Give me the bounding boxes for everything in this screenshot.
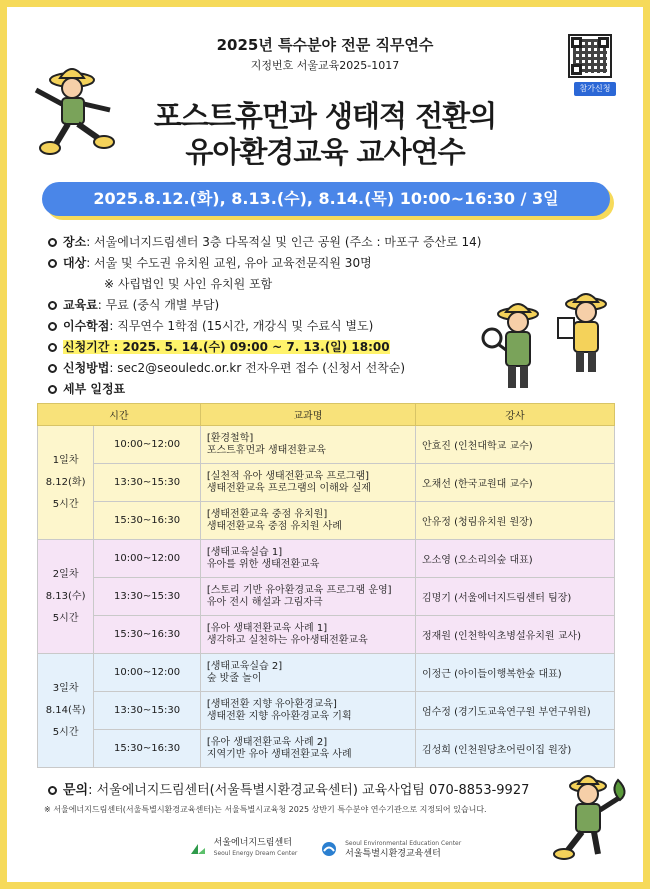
place-value: : 서울에너지드림센터 3층 다목적실 및 인근 공원 (주소 : 마포구 증산로 14) <box>86 235 482 249</box>
info-period <box>48 337 468 358</box>
time-cell: 15:30~16:30 <box>94 502 201 540</box>
subject-title: 생태전환 지향 유아환경교육 기획 <box>206 710 352 722</box>
logo1-en: Seoul Energy Dream Center <box>213 850 298 857</box>
info-schedule <box>48 379 468 400</box>
info-credit <box>48 316 468 337</box>
subject-category: [생태교육실습 1] <box>206 546 283 558</box>
bullet-icon <box>48 322 57 331</box>
teacher-cell: 정재원 (인천학익초병설유치원 교사) <box>415 616 614 654</box>
bullet-icon <box>48 301 57 310</box>
subject-category: [유아 생태전환교육 사례 2] <box>206 736 328 748</box>
logo2-text <box>345 838 461 859</box>
teacher-cell: 엄수정 (경기도교육연구원 부연구위원) <box>415 692 614 730</box>
day-date: 8.14(목) <box>45 704 86 716</box>
subject-title: 생태전환교육 중점 유치원 사례 <box>206 520 342 532</box>
time-cell: 15:30~16:30 <box>94 616 201 654</box>
subject-cell <box>200 654 415 692</box>
time-cell: 13:30~15:30 <box>94 578 201 616</box>
table-row <box>38 616 615 654</box>
subject-cell <box>200 502 415 540</box>
qr-code[interactable] <box>568 34 612 78</box>
day-hours: 5시간 <box>52 498 79 510</box>
subject-cell <box>200 616 415 654</box>
table-row <box>38 654 615 692</box>
energy-dream-logo-icon <box>189 840 207 858</box>
logo2-ko: 서울특별시환경교육센터 <box>345 849 441 859</box>
target-value: : 서울 및 수도권 유치원 교원, 유아 교육전문직원 30명 <box>86 256 372 270</box>
logo-bar <box>0 838 650 859</box>
day-hours: 5시간 <box>52 612 79 624</box>
subject-title: 포스트휴먼과 생태전환교육 <box>206 444 326 456</box>
table-row <box>38 426 615 464</box>
table-row <box>38 692 615 730</box>
table-header-row <box>38 404 615 426</box>
environment-center-logo-icon <box>320 840 338 858</box>
teacher-cell: 김명기 (서울에너지드림센터 팀장) <box>415 578 614 616</box>
bullet-icon <box>48 238 57 247</box>
teacher-cell: 오채선 (한국교원대 교수) <box>415 464 614 502</box>
time-cell: 10:00~12:00 <box>94 540 201 578</box>
day-label: 1일차 <box>52 454 79 466</box>
subject-cell <box>200 464 415 502</box>
header-teacher: 강사 <box>415 404 614 426</box>
table-row <box>38 730 615 768</box>
bullet-icon <box>48 343 57 352</box>
logo1-text <box>214 838 298 859</box>
subject-cell <box>200 540 415 578</box>
fee-value: : 무료 (중식 개별 부담) <box>97 298 220 312</box>
inquiry-value[interactable]: : 서울에너지드림센터(서울특별시환경교육센터) 교육사업팀 070-8853-9927 <box>88 783 530 798</box>
method-value: : sec2@seouledc.or.kr 전자우편 접수 (신청서 선착순) <box>109 361 406 375</box>
time-cell: 10:00~12:00 <box>94 654 201 692</box>
page-title <box>0 98 650 170</box>
teacher-cell: 김성희 (인천원당초어린이집 원장) <box>415 730 614 768</box>
teacher-cell: 오소영 (오소리의숲 대표) <box>415 540 614 578</box>
day-label: 3일차 <box>52 682 79 694</box>
title-line-2: 유아환경교육 교사연수 <box>185 135 465 169</box>
bullet-icon <box>48 385 57 394</box>
table-row <box>38 540 615 578</box>
teacher-cell: 안효진 (인천대학교 교수) <box>415 426 614 464</box>
apply-button[interactable]: 참가신청 <box>574 82 616 96</box>
course-subtitle: 2025년 특수분야 전문 직무연수 <box>216 36 434 54</box>
subject-title: 유아를 위한 생태전환교육 <box>206 558 320 570</box>
table-row <box>38 502 615 540</box>
method-label: 신청방법 <box>63 361 110 375</box>
time-cell: 15:30~16:30 <box>94 730 201 768</box>
place-label: 장소 <box>63 235 87 249</box>
bullet-icon <box>48 786 57 795</box>
subject-title: 지역기반 유아 생태전환교육 사례 <box>206 748 352 760</box>
schedule-label: 세부 일정표 <box>63 382 126 396</box>
header-time: 시간 <box>38 404 201 426</box>
bullet-icon <box>48 364 57 373</box>
subject-cell <box>200 730 415 768</box>
info-list <box>48 232 482 400</box>
teacher-cell: 이정근 (아이들이행복한숲 대표) <box>415 654 614 692</box>
subject-category: [생태전환 지향 유아환경교육] <box>206 698 337 710</box>
logo-environmental-education-center <box>320 838 461 859</box>
footnote: ※ 서울에너지드림센터(서울특별시환경교육센터)는 서울특별시교육청 2025 상반기 특수분야 연수기관으로 지정되어 있습니다. <box>44 805 487 814</box>
day-cell <box>38 426 94 540</box>
day-date: 8.13(수) <box>45 590 86 602</box>
table-row <box>38 578 615 616</box>
subject-category: [스토리 기반 유아환경교육 프로그램 운영] <box>206 584 392 596</box>
subject-cell <box>200 692 415 730</box>
fee-label: 교육료 <box>63 298 98 312</box>
children-with-magnifier-illustration <box>474 286 622 398</box>
time-cell: 13:30~15:30 <box>94 464 201 502</box>
logo-energy-dream-center <box>189 838 298 859</box>
teacher-cell: 안유정 (청림유치원 원장) <box>415 502 614 540</box>
subject-title: 생태전환교육 프로그램의 이해와 실제 <box>206 482 371 494</box>
target-note: ※ 사립법인 및 사인 유치원 포함 <box>104 277 273 291</box>
subject-category: [유아 생태전환교육 사례 1] <box>206 622 328 634</box>
schedule-table <box>37 403 615 768</box>
subject-category: [실천적 유아 생태전환교육 프로그램] <box>206 470 370 482</box>
qr-finder <box>571 37 582 48</box>
subject-category: [생태전환교육 중점 유치원] <box>206 508 328 520</box>
header-subject: 교과명 <box>200 404 415 426</box>
day-date: 8.12(화) <box>45 476 86 488</box>
time-cell: 13:30~15:30 <box>94 692 201 730</box>
subject-title: 숲 밧줄 놀이 <box>206 672 262 684</box>
subject-title: 유아 전시 해설과 그림자극 <box>206 596 323 608</box>
date-banner: 2025.8.12.(화), 8.13.(수), 8.14.(목) 10:00~16:30 / 3일 <box>42 182 610 216</box>
inquiry-label: 문의 <box>63 783 89 798</box>
day-cell <box>38 540 94 654</box>
subject-category: [생태교육실습 2] <box>206 660 283 672</box>
day-cell <box>38 654 94 768</box>
logo2-en: Seoul Environmental Education Center <box>345 840 462 847</box>
application-period: 신청기간 : 2025. 5. 14.(수) 09:00 ~ 7. 13.(일) 18:00 <box>63 340 390 354</box>
subject-category: [환경철학] <box>206 432 254 444</box>
day-hours: 5시간 <box>52 726 79 738</box>
qr-finder <box>598 37 609 48</box>
title-line-1: 포스트휴먼과 생태적 전환의 <box>153 99 497 133</box>
info-place <box>48 232 482 253</box>
credit-value: : 직무연수 1학점 (15시간, 개강식 및 수료식 별도) <box>109 319 374 333</box>
bullet-icon <box>48 259 57 268</box>
qr-finder <box>571 64 582 75</box>
registration-number: 지정번호 서울교육2025-1017 <box>250 59 400 72</box>
info-target <box>48 253 468 274</box>
info-fee <box>48 295 468 316</box>
time-cell: 10:00~12:00 <box>94 426 201 464</box>
table-row <box>38 464 615 502</box>
subject-title: 생각하고 실천하는 유아생태전환교육 <box>206 634 368 646</box>
inquiry <box>48 779 529 798</box>
target-label: 대상 <box>63 256 87 270</box>
day-label: 2일차 <box>52 568 79 580</box>
credit-label: 이수학점 <box>63 319 110 333</box>
subject-cell <box>200 426 415 464</box>
logo1-ko: 서울에너지드림센터 <box>213 838 292 848</box>
info-method <box>48 358 468 379</box>
subject-cell <box>200 578 415 616</box>
